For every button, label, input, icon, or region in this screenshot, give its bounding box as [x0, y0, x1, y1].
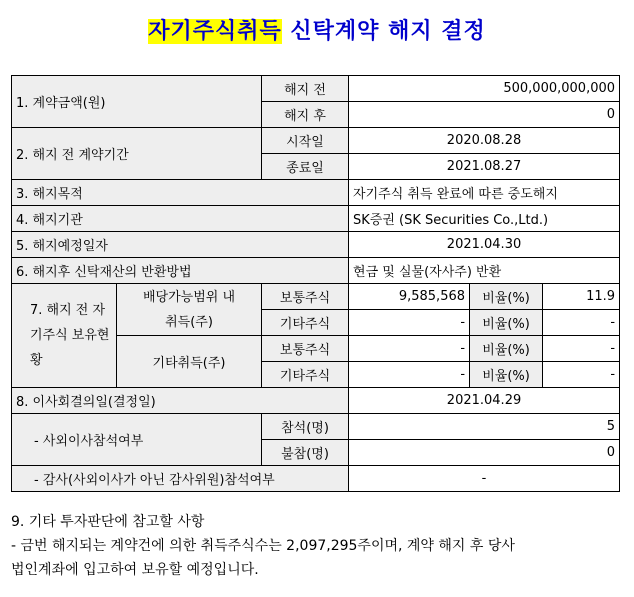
other-info-line-1: - 금번 해지되는 계약건에 의한 취득주식수는 2,097,295주이며, 계약 해지 후 당사: [11, 538, 515, 554]
group-other-label: 기타취득(주): [117, 336, 262, 388]
common-stock-label: 보통주식: [262, 336, 349, 362]
g2-common-qty: -: [349, 336, 470, 362]
table-row: [12, 388, 620, 414]
present-label: 참석(명): [262, 414, 349, 440]
g2-common-ratio: -: [543, 336, 620, 362]
absent-label: 불참(명): [262, 440, 349, 466]
return-method-label: 6. 해지후 신탁재산의 반환방법: [12, 258, 349, 284]
board-date-label: 8. 이사회결의일(결정일): [12, 388, 349, 414]
table-row: [12, 76, 620, 102]
table-row: [12, 258, 620, 284]
table-row: [12, 284, 620, 310]
table-row: [12, 232, 620, 258]
g1-common-ratio: 11.9: [543, 284, 620, 310]
end-value: 2021.08.27: [349, 154, 620, 180]
other-info-line-2: 법인계좌에 입고하여 보유할 예정입니다.: [11, 562, 259, 578]
ratio-label: 비율(%): [470, 284, 543, 310]
title-highlighted: 자기주식취득: [148, 19, 282, 44]
disclosure-table: [11, 75, 620, 492]
after-label: 해지 후: [262, 102, 349, 128]
auditor-label: - 감사(사외이사가 아닌 감사위원)참석여부: [12, 466, 349, 492]
return-method-value: 현금 및 실물(자사주) 반환: [349, 258, 620, 284]
page-title: [0, 14, 634, 45]
table-row: [12, 206, 620, 232]
common-stock-label: 보통주식: [262, 284, 349, 310]
purpose-label: 3. 해지목적: [12, 180, 349, 206]
end-label: 종료일: [262, 154, 349, 180]
ratio-label: 비율(%): [470, 310, 543, 336]
institution-label: 4. 해지기관: [12, 206, 349, 232]
absent-value: 0: [349, 440, 620, 466]
ratio-label: 비율(%): [470, 336, 543, 362]
after-value: 0: [349, 102, 620, 128]
group-dividend-label: 배당가능범위 내 취득(주): [117, 284, 262, 336]
table-row: [12, 414, 620, 440]
before-value: 500,000,000,000: [349, 76, 620, 102]
table-row: [12, 128, 620, 154]
other-info-heading: 9. 기타 투자판단에 참고할 사항: [11, 514, 205, 530]
outside-director-label: - 사외이사참석여부: [12, 414, 262, 466]
start-value: 2020.08.28: [349, 128, 620, 154]
purpose-value: 자기주식 취득 완료에 따른 중도해지: [349, 180, 620, 206]
institution-value: SK증권 (SK Securities Co.,Ltd.): [349, 206, 620, 232]
holdings-label: 7. 해지 전 자기주식 보유현황: [12, 284, 117, 388]
auditor-value: -: [349, 466, 620, 492]
present-value: 5: [349, 414, 620, 440]
other-info: [11, 510, 623, 582]
g2-other-qty: -: [349, 362, 470, 388]
g1-other-qty: -: [349, 310, 470, 336]
termination-date-value: 2021.04.30: [349, 232, 620, 258]
ratio-label: 비율(%): [470, 362, 543, 388]
g1-common-qty: 9,585,568: [349, 284, 470, 310]
contract-amount-label: 1. 계약금액(원): [12, 76, 262, 128]
board-date-value: 2021.04.29: [349, 388, 620, 414]
other-stock-label: 기타주식: [262, 310, 349, 336]
table-row: [12, 180, 620, 206]
contract-period-label: 2. 해지 전 계약기간: [12, 128, 262, 180]
termination-date-label: 5. 해지예정일자: [12, 232, 349, 258]
before-label: 해지 전: [262, 76, 349, 102]
g1-other-ratio: -: [543, 310, 620, 336]
table-row: [12, 466, 620, 492]
title-rest: 신탁계약 해지 결정: [290, 19, 486, 44]
other-stock-label: 기타주식: [262, 362, 349, 388]
start-label: 시작일: [262, 128, 349, 154]
g2-other-ratio: -: [543, 362, 620, 388]
